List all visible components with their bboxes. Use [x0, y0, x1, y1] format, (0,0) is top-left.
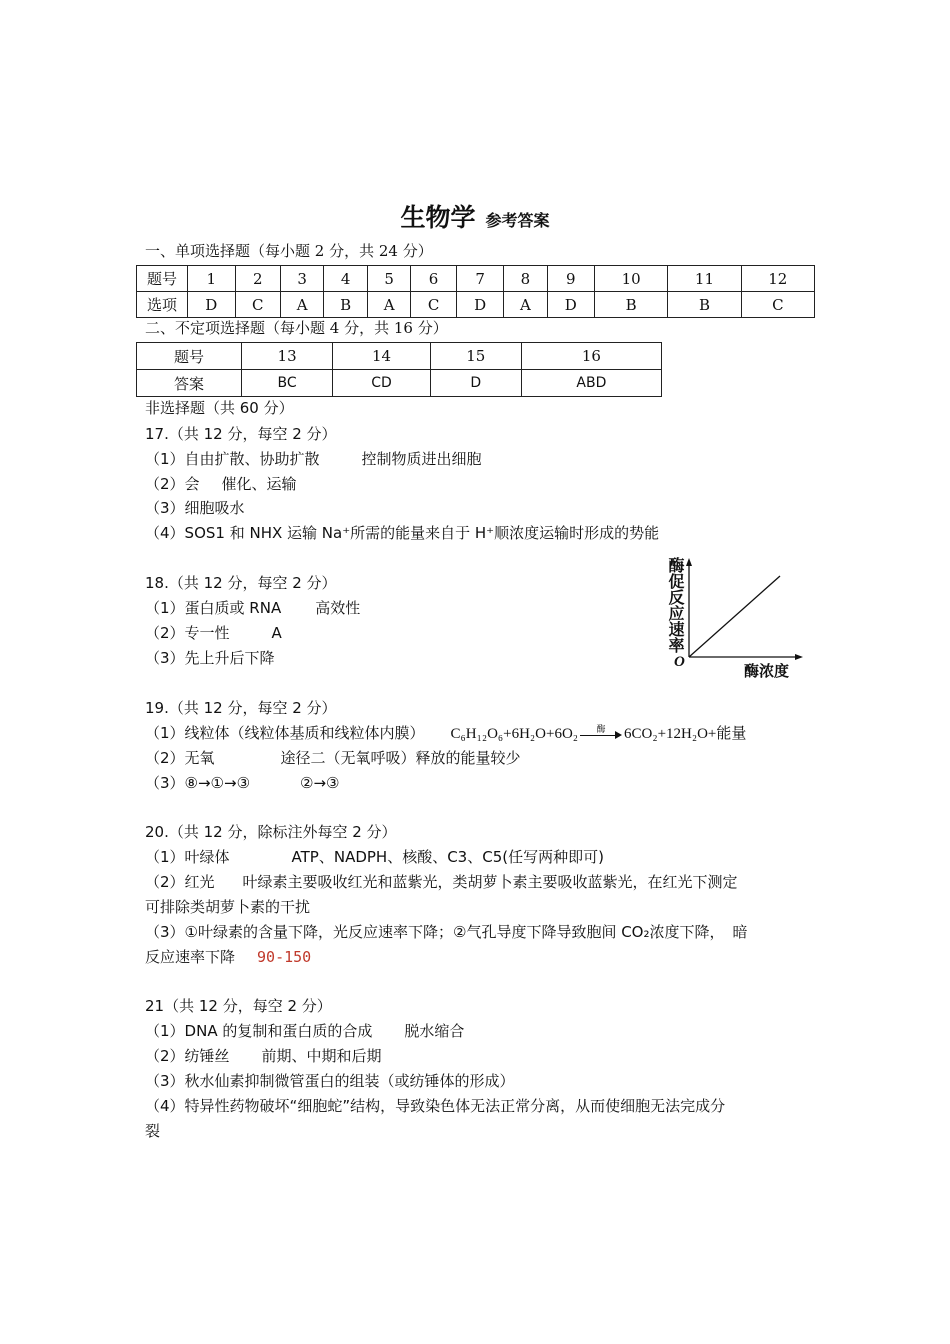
q21-a2: （2）纺锤丝	[145, 1047, 230, 1065]
q19-a3: （3）⑧→①→③	[145, 774, 251, 792]
graph-x-label: 酶浓度	[744, 662, 790, 680]
q20-a1: （1）叶绿体	[145, 848, 230, 866]
answer-cell: B	[595, 292, 668, 318]
answer-cell: ABD	[521, 370, 661, 397]
q20-range-value: 90-150	[257, 948, 312, 966]
q19-a1: （1）线粒体（线粒体基质和线粒体内膜）	[145, 724, 425, 742]
q18-a1b: 高效性	[315, 599, 361, 617]
question-number: 9	[547, 266, 595, 292]
answer-cell: CD	[333, 370, 431, 397]
q19-answer-2	[145, 748, 521, 768]
q20-a3: （3）①叶绿素的含量下降，光反应速率下降；②气孔导度下降导致胞间 CO₂浓度下降，	[145, 923, 725, 941]
q21-answer-4-cont: 裂	[145, 1122, 161, 1140]
q20-a3-tail: 暗	[732, 923, 748, 941]
q19-answer-1	[145, 723, 746, 744]
answer-cell: D	[456, 292, 504, 318]
q21-answer-3: （3）秋水仙素抑制微管蛋白的组装（或纺锤体的形成）	[145, 1072, 515, 1090]
answer-cell: D	[430, 370, 521, 397]
page-title	[0, 198, 950, 234]
q20-a2: （2）红光	[145, 873, 215, 891]
question-number: 12	[741, 266, 814, 292]
q19-a2b: 途径二（无氧呼吸）释放的能量较少	[280, 749, 521, 767]
answer-cell: C	[741, 292, 814, 318]
answer-cell: BC	[242, 370, 333, 397]
section2-question-row	[137, 343, 662, 370]
q19-a2: （2）无氧	[145, 749, 215, 767]
q17-answer-3: （3）细胞吸水	[145, 499, 245, 517]
q18-a2: （2）专一性	[145, 624, 230, 642]
q18-answer-3: （3）先上升后下降	[145, 649, 275, 667]
arrow-label: 酶	[596, 724, 606, 735]
question-number: 2	[235, 266, 281, 292]
question-number: 6	[411, 266, 457, 292]
section1-heading: 一、单项选择题（每小题 2 分，共 24 分）	[145, 242, 433, 260]
question-number: 13	[242, 343, 333, 370]
q20-answer-3	[145, 922, 748, 942]
q20-a3c: 反应速率下降	[145, 948, 236, 966]
q21-answer-2	[145, 1046, 382, 1066]
q19-header: 19.（共 12 分，每空 2 分）	[145, 699, 337, 717]
reaction-arrow-icon	[580, 724, 622, 741]
q18-a2b: A	[271, 624, 282, 642]
q17-a1: （1）自由扩散、协助扩散	[145, 450, 320, 468]
q17-a2: （2）会	[145, 475, 200, 493]
question-number: 15	[430, 343, 521, 370]
answer-cell: B	[324, 292, 368, 318]
q21-answer-4: （4）特异性药物破坏“细胞蛇”结构，导致染色体无法正常分离，从而使细胞无法完成分	[145, 1097, 726, 1115]
q18-a1: （1）蛋白质或 RNA	[145, 599, 282, 617]
question-number: 3	[281, 266, 324, 292]
q17-answer-4: （4）SOS1 和 NHX 运输 Na⁺所需的能量来自于 H⁺顺浓度运输时形成的势能	[145, 524, 660, 542]
answer-cell: A	[504, 292, 547, 318]
row-label-answers: 选项	[137, 292, 188, 318]
q17-header: 17.（共 12 分，每空 2 分）	[145, 425, 337, 443]
answer-cell: D	[188, 292, 236, 318]
answer-cell: C	[411, 292, 457, 318]
section1-table	[136, 265, 815, 318]
q17-answer-2	[145, 474, 297, 494]
question-number: 14	[333, 343, 431, 370]
q21-header: 21（共 12 分，每空 2 分）	[145, 997, 332, 1015]
title-main: 生物学	[400, 203, 476, 232]
question-number: 4	[324, 266, 368, 292]
equation-left: C₆H₁₂O₆+6H₂O+6O₂	[450, 726, 579, 742]
q20-answer-1	[145, 847, 604, 867]
q18-answer-2	[145, 623, 282, 643]
graph-y-label: 酶促反应速率	[666, 557, 685, 653]
section2-table	[136, 342, 662, 397]
section2-heading: 二、不定项选择题（每小题 4 分，共 16 分）	[145, 319, 448, 337]
q20-answer-3-cont	[145, 947, 311, 967]
q21-answer-1	[145, 1021, 464, 1041]
q18-answer-1	[145, 598, 360, 618]
section1-answer-row	[137, 292, 815, 318]
section2-answer-row	[137, 370, 662, 397]
q21-a2b: 前期、中期和后期	[261, 1047, 382, 1065]
q17-a1b: 控制物质进出细胞	[361, 450, 482, 468]
answer-cell: D	[547, 292, 595, 318]
section3-heading: 非选择题（共 60 分）	[145, 399, 294, 417]
answer-cell: A	[281, 292, 324, 318]
answer-cell: C	[235, 292, 281, 318]
q20-a1b: ATP、NADPH、核酸、C3、C5(任写两种即可)	[291, 848, 604, 866]
y-axis-arrow-icon	[686, 558, 692, 566]
row-label-questions: 题号	[137, 266, 188, 292]
equation-right: 6CO₂+12H₂O+能量	[624, 726, 747, 742]
question-number: 16	[521, 343, 661, 370]
question-number: 1	[188, 266, 236, 292]
question-number: 8	[504, 266, 547, 292]
q17-answer-1	[145, 449, 482, 469]
q20-answer-2	[145, 872, 738, 892]
q21-a1b: 脱水缩合	[404, 1022, 465, 1040]
rate-line	[689, 576, 780, 657]
row-label-answers: 答案	[137, 370, 242, 397]
answer-cell: A	[368, 292, 411, 318]
question-number: 5	[368, 266, 411, 292]
q20-header: 20.（共 12 分，除标注外每空 2 分）	[145, 823, 397, 841]
x-axis-arrow-icon	[795, 654, 803, 660]
answer-cell: B	[668, 292, 741, 318]
q19-a3b: ②→③	[300, 774, 340, 792]
q21-a1: （1）DNA 的复制和蛋白质的合成	[145, 1022, 373, 1040]
row-label-questions: 题号	[137, 343, 242, 370]
q19-answer-3	[145, 773, 340, 793]
graph-origin-label: O	[674, 654, 685, 670]
title-sub: 参考答案	[485, 211, 550, 230]
question-number: 10	[595, 266, 668, 292]
q20-answer-2-cont: 可排除类胡萝卜素的干扰	[145, 898, 311, 916]
q18-header: 18.（共 12 分，每空 2 分）	[145, 574, 337, 592]
question-number: 11	[668, 266, 741, 292]
q17-a2b: 催化、运输	[221, 475, 297, 493]
question-number: 7	[456, 266, 504, 292]
q20-a2b: 叶绿素主要吸收红光和蓝紫光，类胡萝卜素主要吸收蓝紫光，在红光下测定	[242, 873, 738, 891]
section1-question-row	[137, 266, 815, 292]
